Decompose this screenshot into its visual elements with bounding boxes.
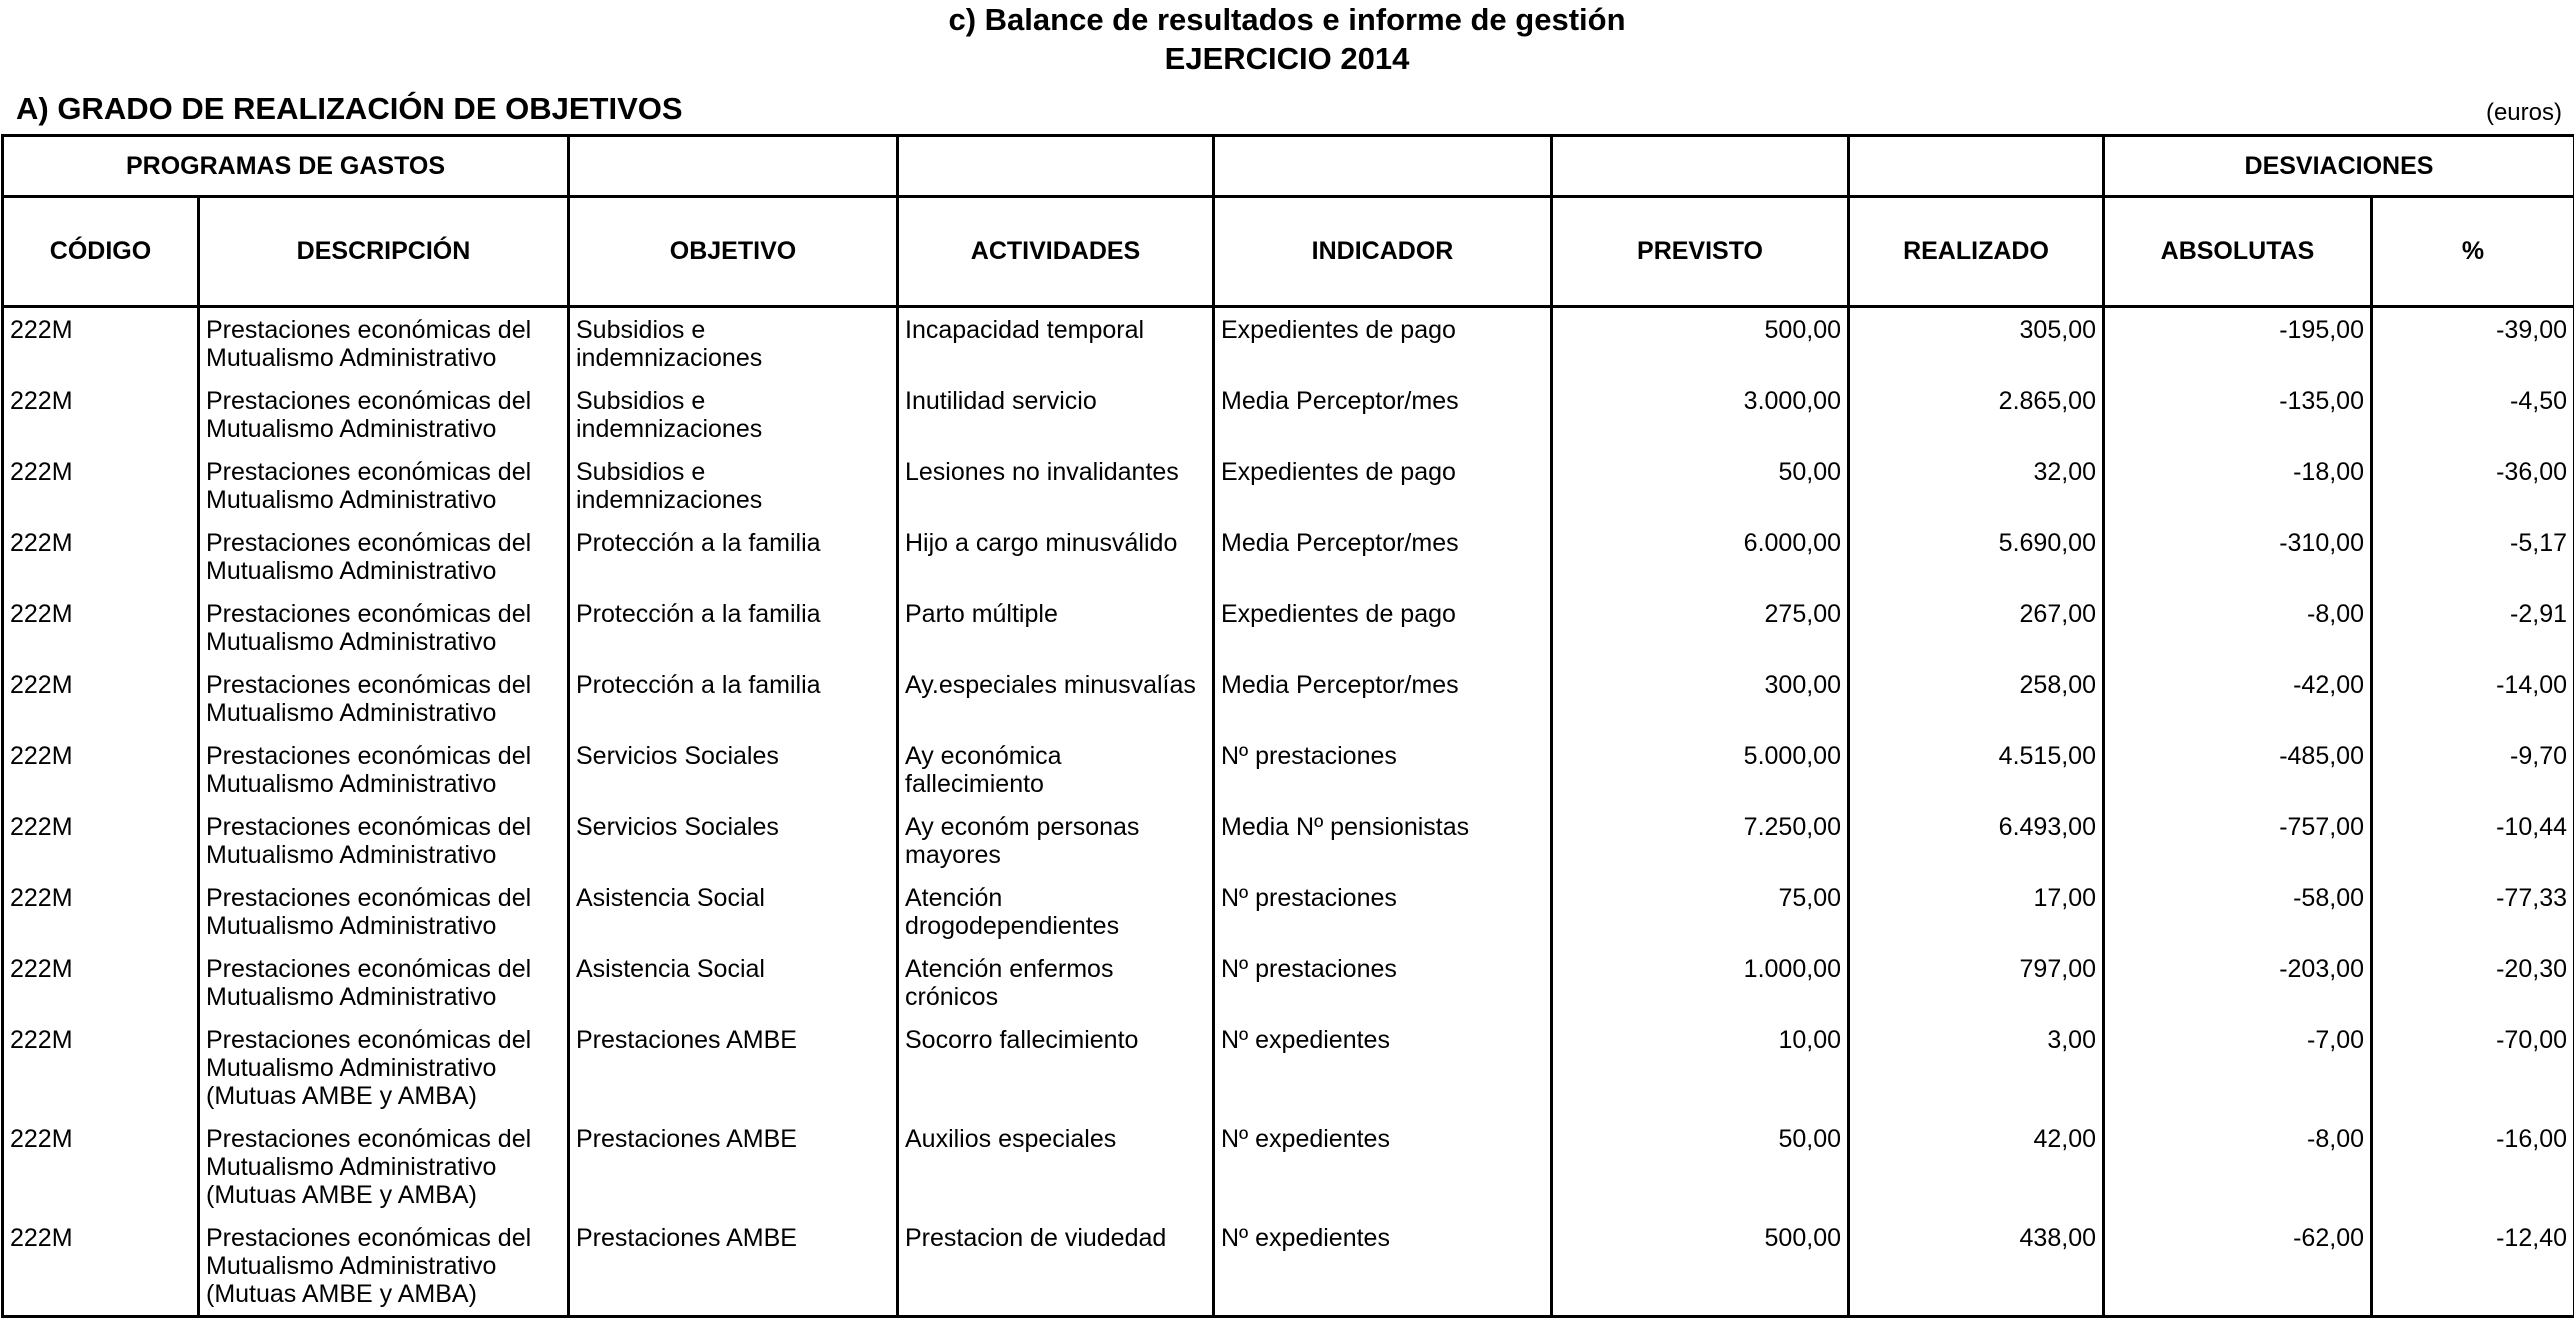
cell-objetivo: Protección a la familia [569,592,898,663]
cell-codigo: 222M [3,947,199,1018]
programas-header: PROGRAMAS DE GASTOS [3,136,569,197]
cell-pct: -2,91 [2372,592,2574,663]
cell-pct: -10,44 [2372,805,2574,876]
cell-realizado: 258,00 [1849,663,2104,734]
cell-indicador: Media Perceptor/mes [1214,379,1552,450]
cell-absolutas: -310,00 [2104,521,2372,592]
cell-codigo: 222M [3,876,199,947]
document-year: EJERCICIO 2014 [0,39,2574,79]
cell-absolutas: -62,00 [2104,1216,2372,1317]
empty-header-cell [1849,136,2104,197]
cell-descripcion: Prestaciones económicas del Mutualismo Administrativo [199,876,569,947]
cell-previsto: 500,00 [1552,1216,1849,1317]
table-row [3,876,2574,947]
table-row [3,521,2574,592]
cell-descripcion: Prestaciones económicas del Mutualismo Administrativo [199,307,569,380]
cell-pct: -70,00 [2372,1018,2574,1117]
empty-header-cell [898,136,1214,197]
cell-descripcion: Prestaciones económicas del Mutualismo Administrativo [199,379,569,450]
col-header-previsto: PREVISTO [1552,197,1849,307]
col-header-descripcion: DESCRIPCIÓN [199,197,569,307]
cell-realizado: 267,00 [1849,592,2104,663]
group-header-row [3,136,2574,197]
cell-realizado: 4.515,00 [1849,734,2104,805]
cell-actividades: Socorro fallecimiento [898,1018,1214,1117]
cell-codigo: 222M [3,1117,199,1216]
cell-indicador: Nº prestaciones [1214,947,1552,1018]
cell-indicador: Expedientes de pago [1214,450,1552,521]
cell-codigo: 222M [3,805,199,876]
section-title: A) GRADO DE REALIZACIÓN DE OBJETIVOS [16,89,683,129]
cell-pct: -16,00 [2372,1117,2574,1216]
cell-descripcion: Prestaciones económicas del Mutualismo Administrativo [199,521,569,592]
cell-objetivo: Subsidios e indemnizaciones [569,307,898,380]
cell-indicador: Expedientes de pago [1214,592,1552,663]
cell-previsto: 1.000,00 [1552,947,1849,1018]
cell-realizado: 42,00 [1849,1117,2104,1216]
cell-absolutas: -135,00 [2104,379,2372,450]
cell-pct: -9,70 [2372,734,2574,805]
cell-absolutas: -757,00 [2104,805,2372,876]
cell-pct: -20,30 [2372,947,2574,1018]
cell-actividades: Ay económica fallecimiento [898,734,1214,805]
cell-pct: -12,40 [2372,1216,2574,1317]
cell-objetivo: Servicios Sociales [569,734,898,805]
cell-previsto: 500,00 [1552,307,1849,380]
cell-actividades: Inutilidad servicio [898,379,1214,450]
cell-previsto: 7.250,00 [1552,805,1849,876]
cell-realizado: 797,00 [1849,947,2104,1018]
cell-actividades: Incapacidad temporal [898,307,1214,380]
cell-indicador: Media Perceptor/mes [1214,663,1552,734]
cell-descripcion: Prestaciones económicas del Mutualismo Administrativo (Mutuas AMBE y AMBA) [199,1018,569,1117]
col-header-realizado: REALIZADO [1849,197,2104,307]
col-header-objetivo: OBJETIVO [569,197,898,307]
cell-codigo: 222M [3,734,199,805]
cell-descripcion: Prestaciones económicas del Mutualismo Administrativo [199,592,569,663]
cell-actividades: Ay.especiales minusvalías [898,663,1214,734]
cell-pct: -5,17 [2372,521,2574,592]
table-row [3,307,2574,380]
cell-pct: -36,00 [2372,450,2574,521]
cell-previsto: 300,00 [1552,663,1849,734]
cell-indicador: Nº prestaciones [1214,734,1552,805]
cell-previsto: 3.000,00 [1552,379,1849,450]
cell-objetivo: Subsidios e indemnizaciones [569,379,898,450]
cell-objetivo: Prestaciones AMBE [569,1018,898,1117]
table-row [3,379,2574,450]
table-row [3,734,2574,805]
cell-actividades: Parto múltiple [898,592,1214,663]
table-row [3,1018,2574,1117]
cell-indicador: Nº expedientes [1214,1117,1552,1216]
cell-realizado: 17,00 [1849,876,2104,947]
cell-codigo: 222M [3,379,199,450]
cell-codigo: 222M [3,663,199,734]
cell-descripcion: Prestaciones económicas del Mutualismo Administrativo [199,734,569,805]
col-header-codigo: CÓDIGO [3,197,199,307]
table-row [3,805,2574,876]
cell-descripcion: Prestaciones económicas del Mutualismo Administrativo [199,947,569,1018]
cell-actividades: Lesiones no invalidantes [898,450,1214,521]
cell-pct: -39,00 [2372,307,2574,380]
table-row [3,663,2574,734]
cell-objetivo: Subsidios e indemnizaciones [569,450,898,521]
table-row [3,450,2574,521]
cell-descripcion: Prestaciones económicas del Mutualismo Administrativo (Mutuas AMBE y AMBA) [199,1117,569,1216]
cell-absolutas: -195,00 [2104,307,2372,380]
cell-descripcion: Prestaciones económicas del Mutualismo Administrativo (Mutuas AMBE y AMBA) [199,1216,569,1317]
cell-codigo: 222M [3,307,199,380]
cell-realizado: 32,00 [1849,450,2104,521]
cell-actividades: Ay económ personas mayores [898,805,1214,876]
cell-realizado: 3,00 [1849,1018,2104,1117]
col-header-actividades: ACTIVIDADES [898,197,1214,307]
cell-pct: -14,00 [2372,663,2574,734]
cell-objetivo: Protección a la familia [569,521,898,592]
cell-codigo: 222M [3,592,199,663]
cell-absolutas: -42,00 [2104,663,2372,734]
cell-actividades: Atención enfermos crónicos [898,947,1214,1018]
empty-header-cell [1552,136,1849,197]
cell-absolutas: -7,00 [2104,1018,2372,1117]
cell-absolutas: -18,00 [2104,450,2372,521]
cell-absolutas: -58,00 [2104,876,2372,947]
cell-absolutas: -485,00 [2104,734,2372,805]
cell-codigo: 222M [3,1216,199,1317]
empty-header-cell [569,136,898,197]
cell-actividades: Atención drogodependientes [898,876,1214,947]
cell-actividades: Auxilios especiales [898,1117,1214,1216]
cell-actividades: Prestacion de viudedad [898,1216,1214,1317]
cell-descripcion: Prestaciones económicas del Mutualismo Administrativo [199,663,569,734]
cell-realizado: 6.493,00 [1849,805,2104,876]
cell-objetivo: Protección a la familia [569,663,898,734]
table-row [3,592,2574,663]
table-body [3,307,2574,1317]
cell-previsto: 275,00 [1552,592,1849,663]
cell-descripcion: Prestaciones económicas del Mutualismo Administrativo [199,805,569,876]
cell-realizado: 305,00 [1849,307,2104,380]
cell-actividades: Hijo a cargo minusválido [898,521,1214,592]
cell-absolutas: -8,00 [2104,592,2372,663]
col-header-pct: % [2372,197,2574,307]
cell-previsto: 6.000,00 [1552,521,1849,592]
cell-indicador: Media Nº pensionistas [1214,805,1552,876]
cell-indicador: Nº expedientes [1214,1216,1552,1317]
table-row [3,1216,2574,1317]
cell-indicador: Nº expedientes [1214,1018,1552,1117]
cell-absolutas: -203,00 [2104,947,2372,1018]
cell-indicador: Media Perceptor/mes [1214,521,1552,592]
cell-codigo: 222M [3,521,199,592]
cell-previsto: 50,00 [1552,450,1849,521]
cell-descripcion: Prestaciones económicas del Mutualismo Administrativo [199,450,569,521]
document-title: c) Balance de resultados e informe de gestión [0,0,2574,40]
cell-previsto: 75,00 [1552,876,1849,947]
cell-objetivo: Prestaciones AMBE [569,1117,898,1216]
cell-absolutas: -8,00 [2104,1117,2372,1216]
cell-realizado: 5.690,00 [1849,521,2104,592]
cell-pct: -4,50 [2372,379,2574,450]
cell-indicador: Expedientes de pago [1214,307,1552,380]
cell-previsto: 50,00 [1552,1117,1849,1216]
cell-previsto: 5.000,00 [1552,734,1849,805]
col-header-absolutas: ABSOLUTAS [2104,197,2372,307]
cell-realizado: 2.865,00 [1849,379,2104,450]
cell-objetivo: Asistencia Social [569,876,898,947]
table-row [3,947,2574,1018]
table-row [3,1117,2574,1216]
units-label: (euros) [2486,98,2562,128]
col-header-indicador: INDICADOR [1214,197,1552,307]
cell-objetivo: Prestaciones AMBE [569,1216,898,1317]
column-header-row [3,197,2574,307]
cell-codigo: 222M [3,450,199,521]
cell-pct: -77,33 [2372,876,2574,947]
cell-realizado: 438,00 [1849,1216,2104,1317]
desviaciones-header: DESVIACIONES [2104,136,2574,197]
cell-indicador: Nº prestaciones [1214,876,1552,947]
empty-header-cell [1214,136,1552,197]
objectives-table [1,134,2574,1318]
cell-objetivo: Servicios Sociales [569,805,898,876]
cell-objetivo: Asistencia Social [569,947,898,1018]
cell-codigo: 222M [3,1018,199,1117]
cell-previsto: 10,00 [1552,1018,1849,1117]
